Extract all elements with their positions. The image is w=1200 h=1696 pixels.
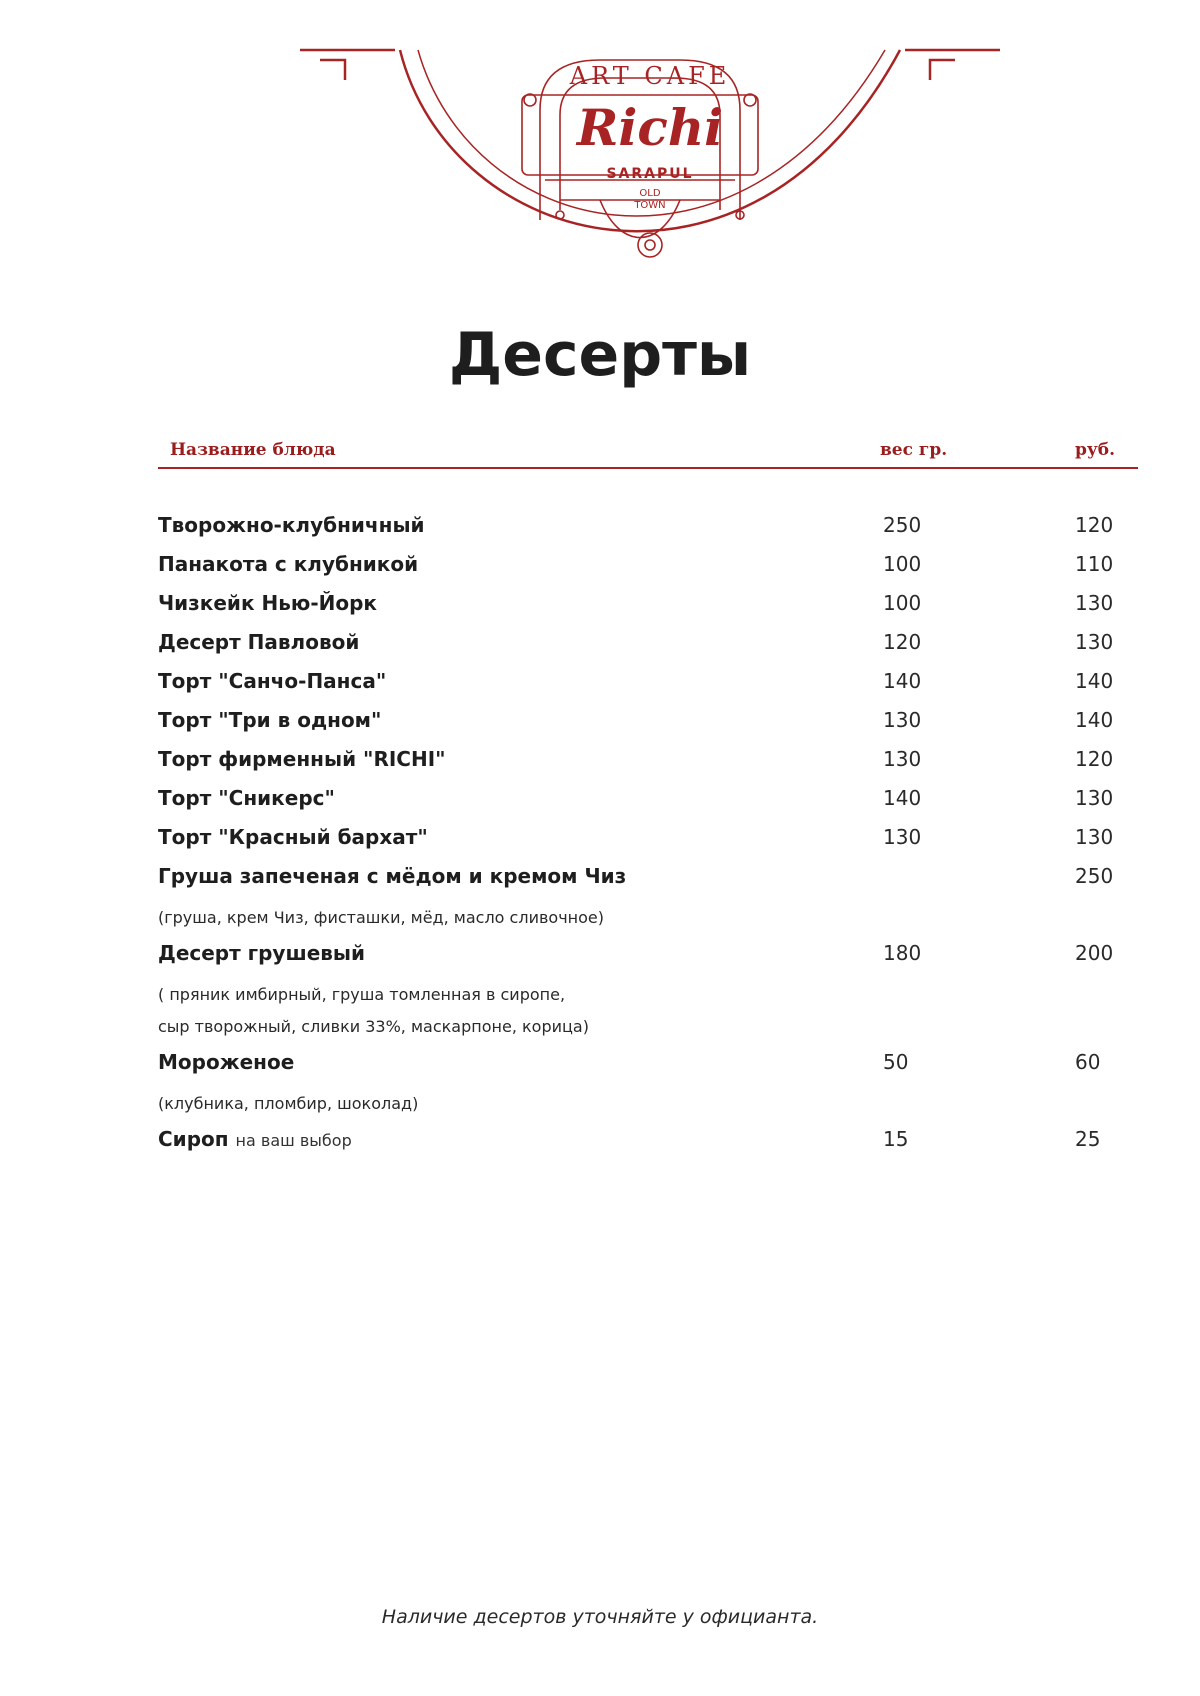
dish-description-line: (клубника, пломбир, шоколад) bbox=[158, 1094, 419, 1113]
header-divider bbox=[158, 467, 1138, 469]
dish-name-text: Мороженое bbox=[158, 1050, 295, 1074]
dish-name bbox=[158, 824, 428, 850]
dish-price: 110 bbox=[1075, 552, 1114, 576]
menu-item bbox=[158, 629, 1138, 668]
dish-weight: 50 bbox=[883, 1050, 909, 1074]
dish-weight: 140 bbox=[883, 786, 922, 810]
dish-weight: 15 bbox=[883, 1127, 909, 1151]
menu-item-row bbox=[158, 1049, 1138, 1088]
header-price: руб. bbox=[1075, 440, 1116, 460]
menu-item bbox=[158, 707, 1138, 746]
dish-weight: 140 bbox=[883, 669, 922, 693]
dish-price: 60 bbox=[1075, 1050, 1101, 1074]
footer-note: Наличие десертов уточняйте у официанта. bbox=[381, 1606, 819, 1628]
logo-city: SARAPUL bbox=[606, 166, 694, 182]
dish-price: 25 bbox=[1075, 1127, 1101, 1151]
cafe-logo bbox=[0, 0, 1200, 300]
menu-item bbox=[158, 1126, 1138, 1165]
menu-item bbox=[158, 590, 1138, 629]
menu-item bbox=[158, 512, 1138, 551]
dish-name-text: Торт "Три в одном" bbox=[158, 708, 382, 732]
dish-description-line: сыр творожный, сливки 33%, маскарпоне, корица) bbox=[158, 1017, 589, 1036]
dish-price: 140 bbox=[1075, 708, 1114, 732]
dish-name bbox=[158, 1126, 352, 1154]
logo-art-cafe: ART CAFE bbox=[569, 62, 731, 90]
menu-item-row bbox=[158, 629, 1138, 668]
menu-item bbox=[158, 1049, 1138, 1126]
dish-name bbox=[158, 940, 365, 966]
dish-name-text: Торт фирменный "RICHI" bbox=[158, 747, 446, 771]
dish-name bbox=[158, 590, 377, 616]
dish-weight: 180 bbox=[883, 941, 922, 965]
dish-name bbox=[158, 551, 418, 577]
dish-name-text: Чизкейк Нью-Йорк bbox=[158, 591, 377, 615]
menu-item-row bbox=[158, 590, 1138, 629]
menu-item bbox=[158, 824, 1138, 863]
dish-name-text: Сироп bbox=[158, 1127, 229, 1151]
menu-item bbox=[158, 863, 1138, 940]
dish-price: 130 bbox=[1075, 630, 1114, 654]
menu-item-row bbox=[158, 785, 1138, 824]
dish-price: 130 bbox=[1075, 786, 1114, 810]
menu-item-row bbox=[158, 863, 1138, 902]
dish-description-line: ( пряник имбирный, груша томленная в сиропе, bbox=[158, 985, 566, 1004]
dish-name bbox=[158, 512, 425, 538]
dish-weight: 100 bbox=[883, 591, 922, 615]
dish-weight: 130 bbox=[883, 825, 922, 849]
dish-description-line: (груша, крем Чиз, фисташки, мёд, масло сливочное) bbox=[158, 908, 604, 927]
menu-item bbox=[158, 746, 1138, 785]
table-header bbox=[158, 440, 1138, 470]
dish-price: 130 bbox=[1075, 591, 1114, 615]
logo-brand: Richi bbox=[576, 98, 724, 157]
menu-list bbox=[158, 512, 1138, 1165]
dish-price: 250 bbox=[1075, 864, 1114, 888]
menu-item-row bbox=[158, 512, 1138, 551]
dish-description bbox=[158, 1088, 1138, 1126]
dish-name bbox=[158, 746, 446, 772]
dish-name bbox=[158, 863, 626, 889]
header-name: Название блюда bbox=[170, 440, 336, 460]
dish-price: 130 bbox=[1075, 825, 1114, 849]
header-weight: вес гр. bbox=[880, 440, 948, 460]
dish-description bbox=[158, 979, 1138, 1049]
dish-name-text: Торт "Сникерс" bbox=[158, 786, 335, 810]
dish-name bbox=[158, 629, 359, 655]
menu-item-row bbox=[158, 668, 1138, 707]
dish-name bbox=[158, 707, 381, 733]
dish-name bbox=[158, 785, 335, 811]
dish-weight: 100 bbox=[883, 552, 922, 576]
dish-price: 120 bbox=[1075, 747, 1114, 771]
dish-name-text: Торт "Красный бархат" bbox=[158, 825, 428, 849]
dish-name-text: Творожно-клубничный bbox=[158, 513, 425, 537]
dish-weight: 130 bbox=[883, 708, 922, 732]
dish-weight: 130 bbox=[883, 747, 922, 771]
dish-weight: 120 bbox=[883, 630, 922, 654]
dish-name-text: Десерт Павловой bbox=[158, 630, 360, 654]
menu-item-row bbox=[158, 1126, 1138, 1165]
dish-name-text: Панакота с клубникой bbox=[158, 552, 419, 576]
dish-name-text: Груша запеченая с мёдом и кремом Чиз bbox=[158, 864, 627, 888]
dish-description bbox=[158, 902, 1138, 940]
dish-weight: 250 bbox=[883, 513, 922, 537]
menu-item bbox=[158, 551, 1138, 590]
menu-item bbox=[158, 940, 1138, 1049]
page-title: Десерты bbox=[448, 320, 752, 390]
dish-name bbox=[158, 1049, 294, 1075]
dish-name-text: Торт "Санчо-Панса" bbox=[158, 669, 387, 693]
menu-item bbox=[158, 785, 1138, 824]
dish-name-text: Десерт грушевый bbox=[158, 941, 366, 965]
menu-item-row bbox=[158, 551, 1138, 590]
dish-price: 200 bbox=[1075, 941, 1114, 965]
logo-old: OLD bbox=[639, 188, 661, 199]
menu-item-row bbox=[158, 824, 1138, 863]
dish-name bbox=[158, 668, 386, 694]
menu-item-row bbox=[158, 707, 1138, 746]
dish-note: на ваш выбор bbox=[235, 1131, 352, 1150]
dish-price: 120 bbox=[1075, 513, 1114, 537]
menu-item bbox=[158, 668, 1138, 707]
logo-town: TOWN bbox=[634, 200, 666, 211]
menu-item-row bbox=[158, 940, 1138, 979]
menu-item-row bbox=[158, 746, 1138, 785]
dish-price: 140 bbox=[1075, 669, 1114, 693]
